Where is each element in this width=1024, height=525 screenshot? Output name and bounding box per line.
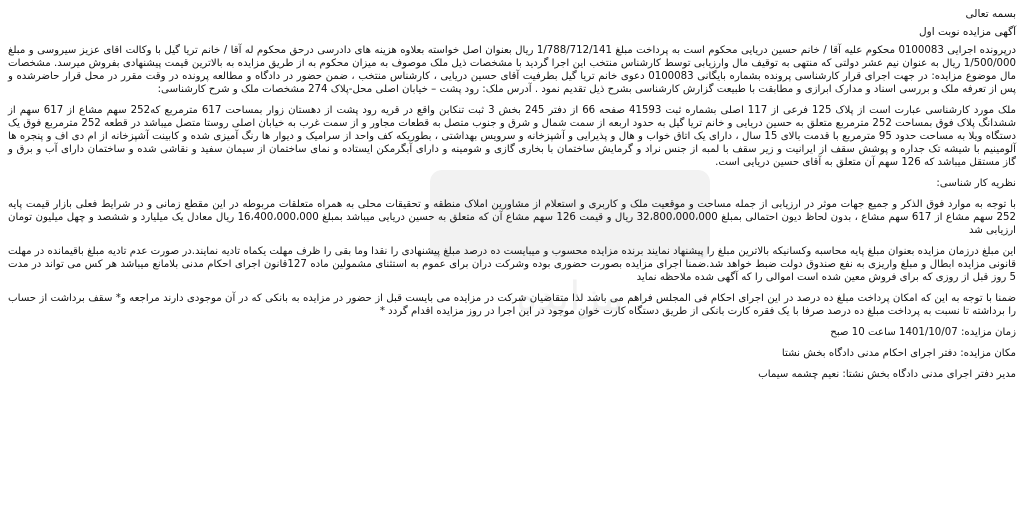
- place-label: مکان مزایده:: [960, 348, 1016, 359]
- time-label: زمان مزایده:: [960, 327, 1016, 338]
- auction-place: [8, 347, 1016, 360]
- place-value: دفتر اجرای احکام مدنی دادگاه بخش نشتا: [781, 348, 957, 359]
- expert-opinion: با توجه به موارد فوق الذکر و جمیع جهات موثر در ارزیابی از جمله مساحت و موقعیت ملک و کاربری و استعلام از مشاورین املاک منطقه و تحقیقات محلی به همراه متعلقات مربوطه در این مقطع زمانی و در شرایط فعلی بازار قیمت پایه 252 سهم مشاع از 617 سهم مشاع ، بدون لحاظ دیون احتمالی بمبلغ 32،800،000،000 ریال و قیمت 126 سهم مشاع آن که متعلق به حسین دریایی میباشد بمبلغ 16،400،000،000 ریال معادل یک میلیارد و ششصد و چهل میلیون تومان ارزیابی شد: [8, 199, 1016, 236]
- opinion-heading: نظریه کار شناسی:: [936, 178, 1016, 189]
- watermark-text: مزایده: [516, 274, 624, 320]
- auction-notice: [8, 8, 1016, 520]
- auction-time: [8, 326, 1016, 339]
- payment-note: ضمنا با توجه به این که امکان پرداخت مبلغ ده درصد در این اجرای احکام فی المجلس فراهم می باشد لذا متقاضیان شرکت در مزایده می بایست قبل از حضور در مزایده به بانکی که در آن موجودی دارند مراجعه و* سقف برداشت از حساب را برداشته تا نسبت به پرداخت مبلغ ده درصد صرفا با یک فقره کارت بانکی از طریق دستگاه کارت خوان موجود در این اجرا در روز مزایده اقدام گردد *: [8, 293, 1016, 317]
- auction-terms: این مبلغ درزمان مزایده بعنوان مبلغ پایه محاسبه وکسانیکه بالاترین مبلغ را پیشنهاد نمایند برنده مزایده محسوب و میبایست ده درصد مبلغ پیشنهادی را نقدا وما بقی را ظرف مهلت یکماه تادیه نمایند.در صورت عدم تادیه مبلغ باقیمانده در مهلت قانونی مزایده ابطال و مبلغ واریزی به نفع صندوق دولت ضبط خواهد شد.ضمنا اجرای مزایده بصورت حضوری بوده وشرکت دران برای عموم به استثنای مشمولین ماده 127قانون اجرای احکام مدنی بلامانع میباشد هر کس می تواند در مدت 5 روز قبل از روزی که برای فروش معین شده است اموالی را که آگهی شده ملاحظه نماید: [8, 246, 1016, 283]
- intro-paragraph: درپرونده اجرایی 0100083 محکوم علیه آقا / خانم حسین دریایی محکوم است به پرداخت مبلغ 1/788/712/141 ریال بعنوان اصل خواسته بعلاوه هزینه های دادرسی درحق محکوم له آقا / خانم تریا گیل با وکالت اقای عزیز سیروسی و مبلغ 1/500/000 ریال به عنوان نیم عشر دولتی که منتهی به توقیف مال وارزیابی توسط کارشناس منتخب این اجرا گردید با مشخصات ذیل ملک موصوف به میزان محکوم به از طریق مزایده به بالاترین قیمت پیشنهادی بفروش میرسد. مشخصات مال موضوع مزایده: در جهت اجرای قرار کارشناسی پرونده بشماره بایگانی 0100083 دعوی خانم تریا گیل بطرفیت آقای حسین دریایی ، کارشناس منتخب ، ضمن حضور در دادگاه و مطالعه پرونده در وقت مقرر در محل قرار حاضرشده و پس از تعرفه ملک و بررسی اسناد و مدارک ابرازی و مطابقت با طبیعت گزارش کارشناسی بشرح ذیل تقدیم نمود . آدرس ملک: رود پشت – خیابان اصلی محل-پلاک 274 مشخصات ملک و شرح کارشناسی:: [8, 45, 1016, 95]
- notice-title: آگهی مزایده نوبت اول: [919, 26, 1016, 38]
- property-description: ملک مورد کارشناسی عبارت است از پلاک 125 فرعی از 117 اصلی بشماره ثبت 41593 صفحه 66 از دفتر 245 بخش 3 ثبت تنکابن واقع در قریه رود پشت از دهستان زوار بمساحت 617 مترمربع که252 سهم مشاع از 617 سهم از ششدانگ پلاک فوق بمساحت 252 مترمربع متعلق به حسین دریایی و خانم تریا گیل به حدود اربعه از سمت شمال و شرق و جنوب متصل به قطعات مجاور و از سمت غرب به خیابان اصلی روستا متصل میباشد در قطعه 252 مترمربع فوق یک دستگاه ویلا به مساحت حدود 95 مترمربع با قدمت بالای 15 سال ، دارای یک اتاق خواب و هال و پذیرایی و آشپزخانه و سرویس بهداشتی ، بطوریکه کف واحد از سرامیک و دیوار ها رنگ آمیزی شده و کابینت آشپزخانه از ام دی اف و پنجره ها آلومینیم با شیشه تک جداره و پوشش سقف از ایرانیت و زیر سقف با لمبه از جنس نراد و گرمایش ساختمان با بخاری گازی و شومینه و دارای آبگرمکن ایستاده و نمای ساختمان از سیمان سفید و نقاشی شده و ساختمان دارای آب و برق و گاز مستقل میباشد که 126 سهم آن متعلق به آقای حسین دریایی است.: [8, 105, 1016, 168]
- time-value: 1401/10/07 ساعت 10 صبح: [830, 327, 958, 338]
- bismillah: بسمه تعالی: [965, 8, 1016, 20]
- signature: مدیر دفتر اجرای مدنی دادگاه بخش نشتا: نعیم چشمه سیماب: [758, 369, 1016, 380]
